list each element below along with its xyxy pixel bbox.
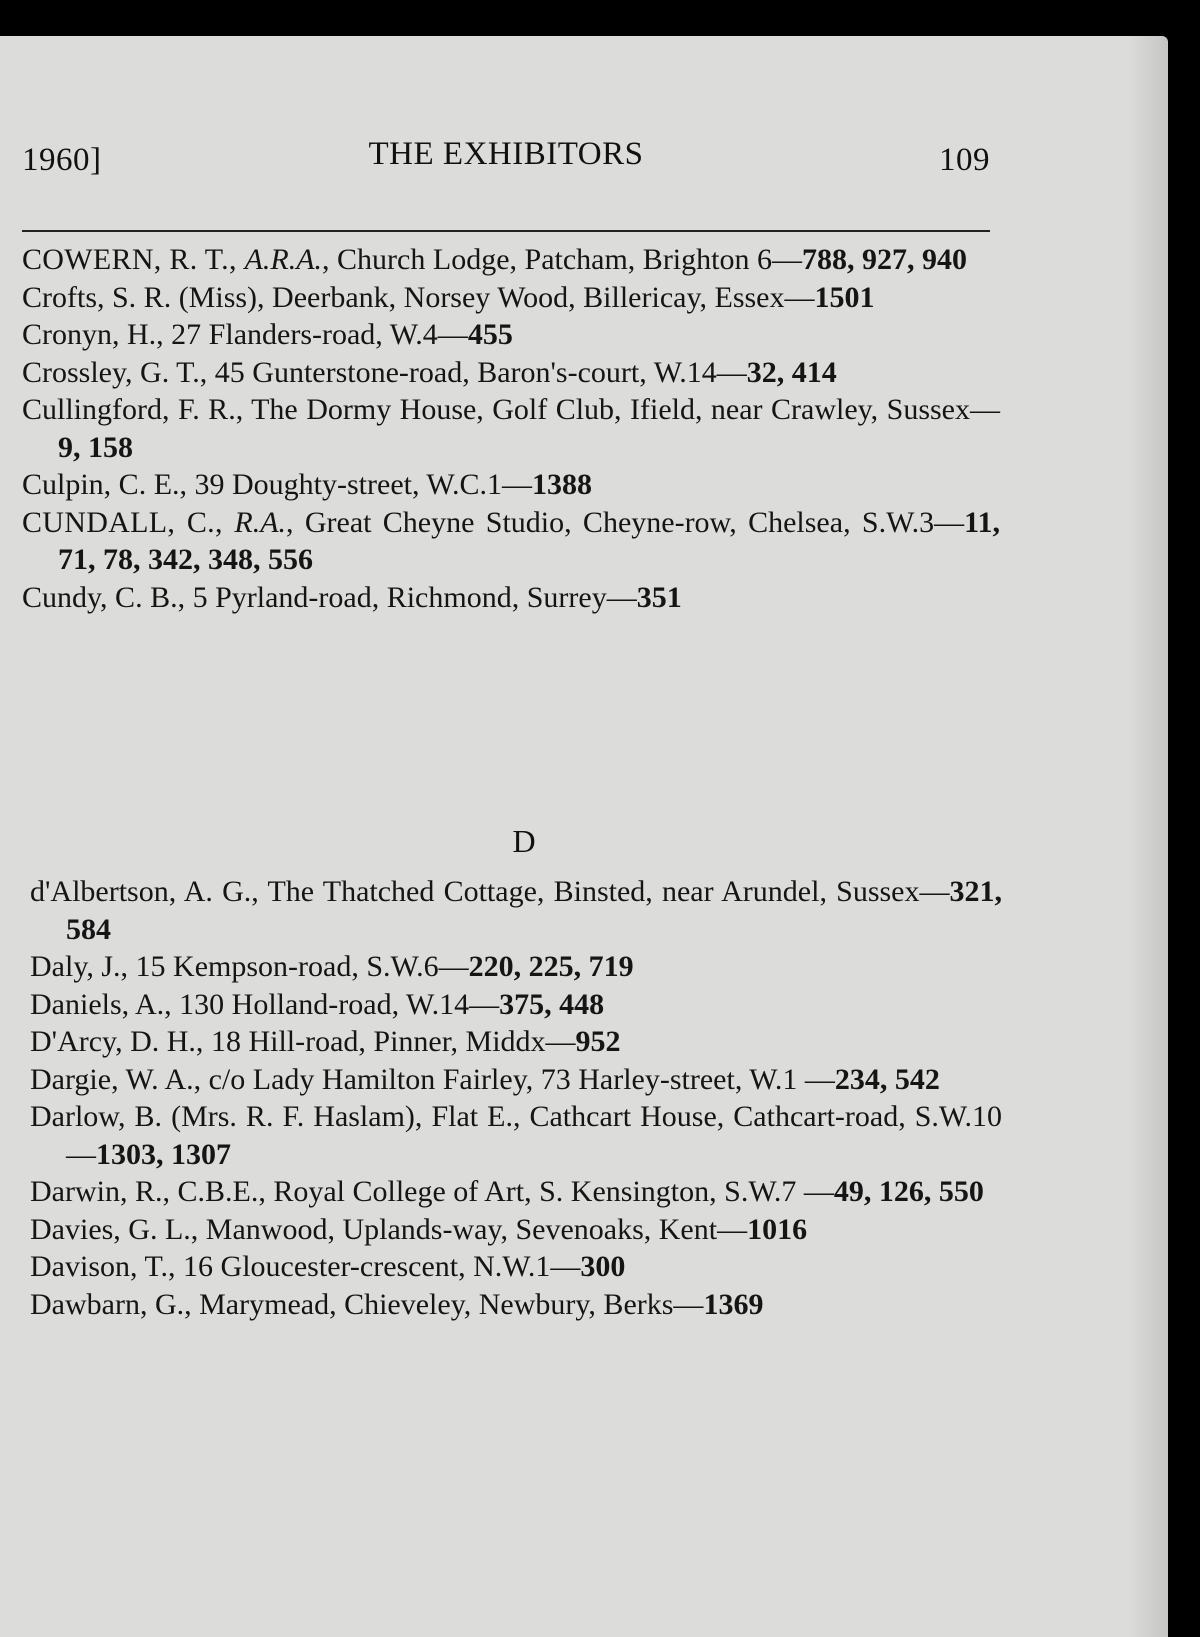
exhibitor-name: D'Arcy, D. H., <box>30 1025 211 1058</box>
exhibitor-entry <box>30 1173 1002 1211</box>
exhibitor-entry <box>22 466 1000 504</box>
exhibitor-address: Flat E., Cathcart House, Cathcart-road, S.W.10— <box>66 1100 1002 1171</box>
exhibitor-entry <box>30 1023 1002 1061</box>
exhibitor-entry <box>30 948 1002 986</box>
exhibit-numbers: 32, 414 <box>746 355 837 389</box>
exhibitor-address: 27 Flanders-road, W.4— <box>171 318 468 351</box>
page-number: 109 <box>939 142 990 178</box>
exhibitor-name: Daniels, A., <box>30 987 180 1021</box>
exhibitor-address: The Thatched Cottage, Binsted, near Arundel, Sussex— <box>267 875 950 908</box>
exhibitor-entry <box>30 1286 1002 1324</box>
exhibitor-entry <box>22 504 1000 579</box>
exhibitor-name: Darwin, R., C.B.E., <box>30 1175 274 1208</box>
exhibit-numbers: 1369 <box>703 1287 764 1321</box>
exhibitor-name: CUNDALL, C., <box>22 505 235 539</box>
exhibitor-address: 39 Doughty-street, W.C.1— <box>194 468 533 501</box>
exhibitor-entry <box>22 354 1000 392</box>
exhibitor-name: d'Albertson, A. G., <box>30 875 268 908</box>
exhibitor-entry <box>30 1248 1002 1286</box>
exhibit-numbers: 351 <box>636 580 682 614</box>
exhibitor-entry <box>22 241 1000 279</box>
exhibit-numbers: 455 <box>467 318 513 351</box>
exhibit-numbers: 234, 542 <box>834 1062 940 1096</box>
exhibitor-entry <box>22 279 1000 317</box>
exhibitor-address: Manwood, Uplands-way, Sevenoaks, Kent— <box>205 1212 748 1246</box>
exhibitor-address: , Great Cheyne Studio, Cheyne-row, Chelsea, S.W.3— <box>286 505 965 539</box>
exhibitor-entry <box>22 316 1000 354</box>
exhibitor-name: Cundy, C. B., <box>22 580 193 614</box>
exhibit-numbers: 375, 448 <box>499 987 605 1021</box>
section-letter-heading: D <box>512 823 536 859</box>
exhibitor-entry <box>22 579 1000 617</box>
exhibitor-name: Dargie, W. A., <box>30 1062 209 1096</box>
book-page <box>0 36 1168 1637</box>
exhibitor-address: 130 Holland-road, W.14— <box>179 987 500 1021</box>
exhibit-numbers: 788, 927, 940 <box>801 243 967 276</box>
exhibitor-name: Crofts, S. R. (Miss), <box>22 280 273 314</box>
header-title: THE EXHIBITORS <box>368 136 644 172</box>
exhibitor-address: The Dormy House, Golf Club, Ifield, near Crawley, Sussex— <box>251 393 1000 426</box>
exhibit-numbers: 1501 <box>814 280 875 314</box>
exhibit-numbers: 11, 71, 78, 342, 348, 556 <box>58 505 1000 576</box>
exhibitor-entry <box>30 1098 1002 1173</box>
exhibitor-entry <box>30 1211 1002 1249</box>
entries-c-list <box>22 241 1000 616</box>
exhibitor-name: Darlow, B. (Mrs. R. F. Haslam), <box>30 1100 432 1133</box>
exhibitor-name: Cronyn, H., <box>22 318 172 351</box>
running-header <box>22 134 990 180</box>
exhibitor-name: Davison, T., <box>30 1250 184 1283</box>
exhibitor-address: c/o Lady Hamilton Fairley, 73 Harley-street, W.1 — <box>208 1062 835 1096</box>
exhibitor-address: , Church Lodge, Patcham, Brighton 6— <box>322 243 802 276</box>
exhibitor-name: Daly, J., <box>30 950 136 983</box>
header-year: 1960] <box>22 142 102 178</box>
exhibitor-name: Cullingford, F. R., <box>22 393 252 426</box>
exhibitor-address: 16 Gloucester-crescent, N.W.1— <box>183 1250 581 1283</box>
exhibitor-entry <box>30 873 1002 948</box>
exhibitor-qualification: A.R.A. <box>244 243 323 276</box>
exhibitor-address: Deerbank, Norsey Wood, Billericay, Essex— <box>272 280 815 314</box>
exhibitor-address: 15 Kempson-road, S.W.6— <box>135 950 469 983</box>
exhibit-numbers: 1016 <box>747 1212 808 1246</box>
exhibit-numbers: 1388 <box>532 468 593 501</box>
exhibitor-address: Royal College of Art, S. Kensington, S.W.7 — <box>273 1175 834 1208</box>
exhibitor-address: 45 Gunterstone-road, Baron's-court, W.14— <box>214 355 747 389</box>
exhibitor-entry <box>30 986 1002 1024</box>
exhibitor-name: Davies, G. L., <box>30 1212 206 1246</box>
exhibit-numbers: 49, 126, 550 <box>833 1175 984 1208</box>
exhibit-numbers: 952 <box>575 1025 621 1058</box>
exhibitor-address: 5 Pyrland-road, Richmond, Surrey— <box>192 580 637 614</box>
exhibitor-name: Dawbarn, G., <box>30 1287 200 1321</box>
exhibitor-entry <box>30 1061 1002 1099</box>
entries-d-list <box>30 873 1002 1323</box>
exhibit-numbers: 321, 584 <box>66 875 1002 946</box>
exhibitor-address: Marymead, Chieveley, Newbury, Berks— <box>199 1287 704 1321</box>
exhibitor-name: COWERN, R. T., <box>22 243 245 276</box>
exhibit-numbers: 1303, 1307 <box>96 1137 231 1171</box>
exhibitor-name: Crossley, G. T., <box>22 355 215 389</box>
exhibit-numbers: 9, 158 <box>58 430 133 464</box>
exhibitor-qualification: R.A. <box>234 505 287 539</box>
exhibitor-name: Culpin, C. E., <box>22 468 195 501</box>
exhibit-numbers: 300 <box>580 1250 626 1283</box>
exhibitor-entry <box>22 391 1000 466</box>
exhibitor-address: 18 Hill-road, Pinner, Middx— <box>210 1025 576 1058</box>
exhibit-numbers: 220, 225, 719 <box>468 950 634 983</box>
header-rule <box>22 230 990 232</box>
